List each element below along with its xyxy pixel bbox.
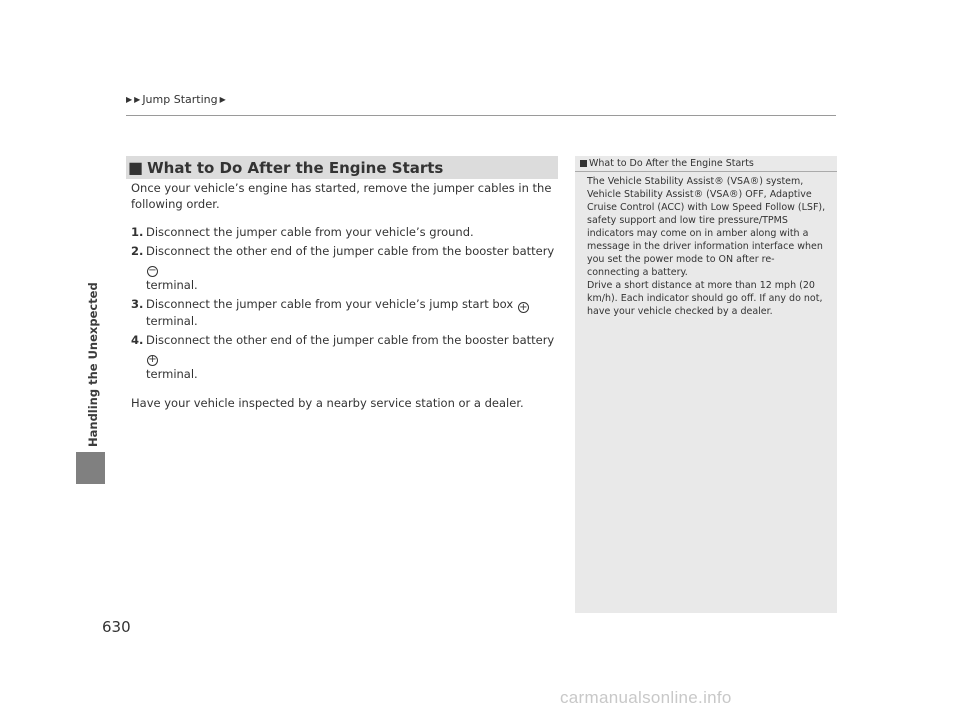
minus-terminal-icon: −	[148, 265, 157, 276]
sidebar-divider	[575, 171, 837, 172]
step-text: Disconnect the other end of the jumper cable from the booster battery − terminal.	[146, 244, 555, 292]
list-item	[131, 332, 561, 382]
breadcrumb-arrow-icon: ▶	[126, 95, 133, 104]
step-number: 4.	[131, 333, 144, 347]
intro-text: Once your vehicle’s engine has started, remove the jumper cables in the following order.	[131, 181, 552, 211]
sidebar-title: What to Do After the Engine Starts	[580, 158, 837, 169]
breadcrumb-arrow-icon: ▶	[134, 95, 141, 104]
sidebar-note	[575, 156, 837, 613]
plus-terminal-icon: +	[519, 301, 528, 313]
step-number: 2.	[131, 244, 144, 258]
plus-terminal-icon: +	[148, 354, 157, 365]
list-item	[131, 243, 561, 293]
steps-list	[131, 224, 561, 382]
section-header	[126, 156, 558, 179]
main-content	[131, 180, 561, 411]
step-number: 1.	[131, 225, 144, 239]
watermark: carmanualsonline.info	[560, 688, 732, 707]
step-text: Disconnect the other end of the jumper cable from the booster battery + terminal.	[146, 333, 555, 381]
list-item	[131, 224, 561, 240]
breadcrumb-section[interactable]: Jump Starting	[142, 93, 218, 106]
outro-text: Have your vehicle inspected by a nearby service station or a dealer.	[131, 395, 524, 410]
square-bullet-icon: ■	[128, 158, 144, 177]
sidebar-paragraph: Drive a short distance at more than 12 mph (20 km/h). Each indicator should go off. If any do not, have your vehicle checked by a dealer.	[587, 280, 823, 317]
step-text: Disconnect the jumper cable from your vehicle’s jump start box + terminal.	[146, 296, 528, 328]
side-tab-label: Handling the Unexpected	[86, 282, 100, 447]
step-text: Disconnect the jumper cable from your vehicle’s ground.	[146, 225, 474, 239]
breadcrumb	[126, 93, 226, 106]
step-number: 3.	[131, 296, 144, 311]
page-number: 630	[102, 618, 131, 636]
section-title: What to Do After the Engine Starts	[147, 158, 444, 177]
list-item	[131, 296, 561, 330]
reference-icon	[580, 160, 587, 167]
breadcrumb-arrow-icon: ▶	[219, 95, 226, 104]
sidebar-paragraph: The Vehicle Stability Assist® (VSA®) system, Vehicle Stability Assist® (VSA®) OFF, Adaptive Cruise Control (ACC) with Low Speed Follow (LSF), safety support and low tire pressure/TPMS indicators may come on in amber along with a message in the driver information interface when you set the power mode to ON after re-connecting a battery.	[587, 176, 826, 278]
side-tab-marker	[76, 452, 105, 484]
sidebar-body	[587, 175, 827, 318]
header-divider	[126, 115, 836, 116]
